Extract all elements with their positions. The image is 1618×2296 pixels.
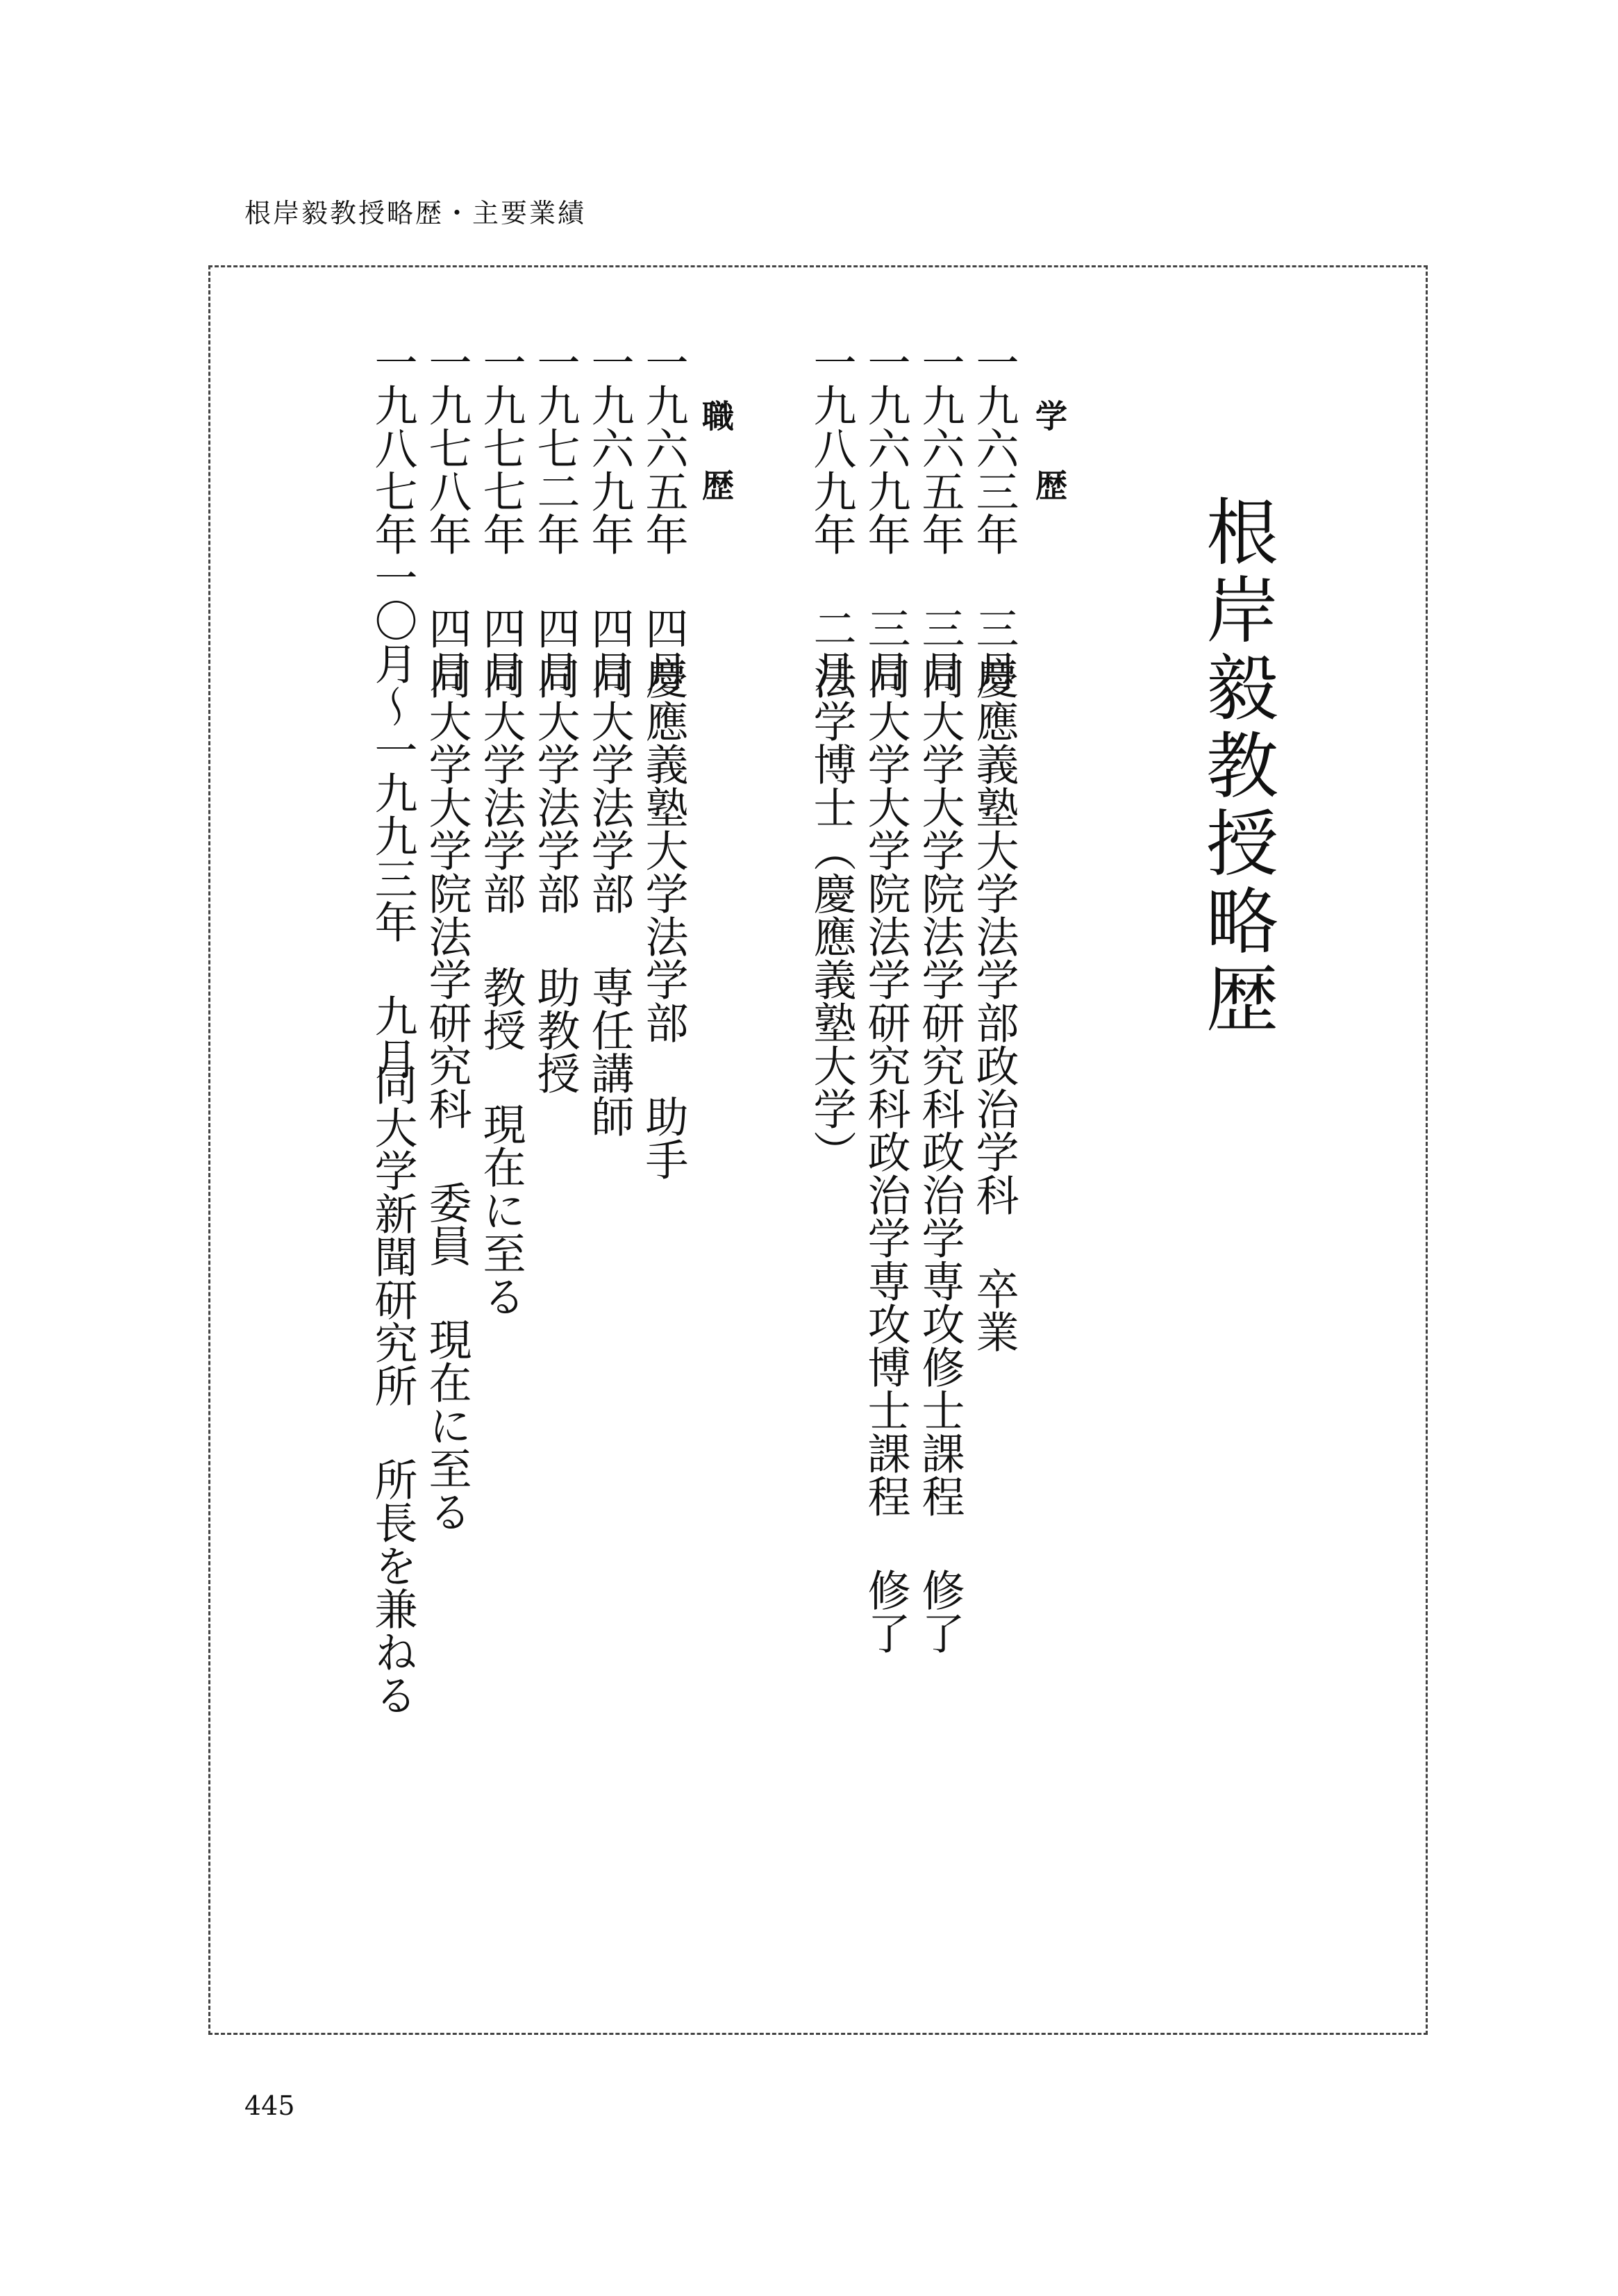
career-entry — [422, 340, 472, 1533]
entry-date: 一九七八年 四月 — [422, 340, 472, 692]
entry-text: 同大学新聞研究所 所長を兼ねる — [367, 1063, 418, 1716]
section-heading-education: 学 歴 — [1031, 399, 1068, 501]
career-entry — [530, 340, 581, 1095]
entry-text: 同大学法学部 助教授 — [530, 656, 581, 1095]
entry-date: 一九七七年 四月 — [476, 340, 526, 692]
education-entry — [969, 340, 1019, 1353]
entry-date: 一九六九年 三月 — [860, 340, 911, 692]
entry-text: 慶應義塾大学法学部政治学科 卒業 — [969, 656, 1019, 1353]
page-number: 445 — [244, 2090, 295, 2121]
entry-date: 一九八七年一〇月～一九九三年 九月 — [367, 340, 418, 1080]
career-entry — [584, 340, 635, 1138]
running-header: 根岸毅教授略歴・主要業績 — [244, 198, 587, 228]
entry-text: 同大学法学部 教授 現在に至る — [476, 656, 526, 1317]
entry-date: 一九六九年 四月 — [584, 340, 635, 692]
entry-date: 一九六五年 四月 — [638, 340, 689, 692]
education-entry — [806, 340, 857, 1173]
entry-date: 一九八九年 二月 — [806, 340, 857, 692]
entry-text: 同大学大学院法学研究科政治学専攻修士課程 修了 — [915, 656, 965, 1654]
entry-text: 同大学大学院法学研究科 委員 現在に至る — [422, 656, 472, 1533]
page-title: 根岸毅教授略歴 — [1194, 494, 1278, 1039]
career-entry — [367, 340, 418, 1716]
entry-date: 一九七二年 四月 — [530, 340, 581, 692]
education-entry — [860, 340, 911, 1654]
career-entry — [476, 340, 526, 1317]
entry-date: 一九六三年 三月 — [969, 340, 1019, 692]
career-entry — [638, 340, 689, 1181]
entry-text: 法学博士（慶應義塾大学） — [806, 656, 857, 1173]
entry-text: 慶應義塾大学法学部 助手 — [638, 656, 689, 1181]
education-entry — [915, 340, 965, 1654]
section-heading-career: 職 歴 — [697, 399, 735, 501]
entry-text: 同大学法学部 専任講師 — [584, 656, 635, 1138]
entry-date: 一九六五年 三月 — [915, 340, 965, 692]
entry-text: 同大学大学院法学研究科政治学専攻博士課程 修了 — [860, 656, 911, 1654]
